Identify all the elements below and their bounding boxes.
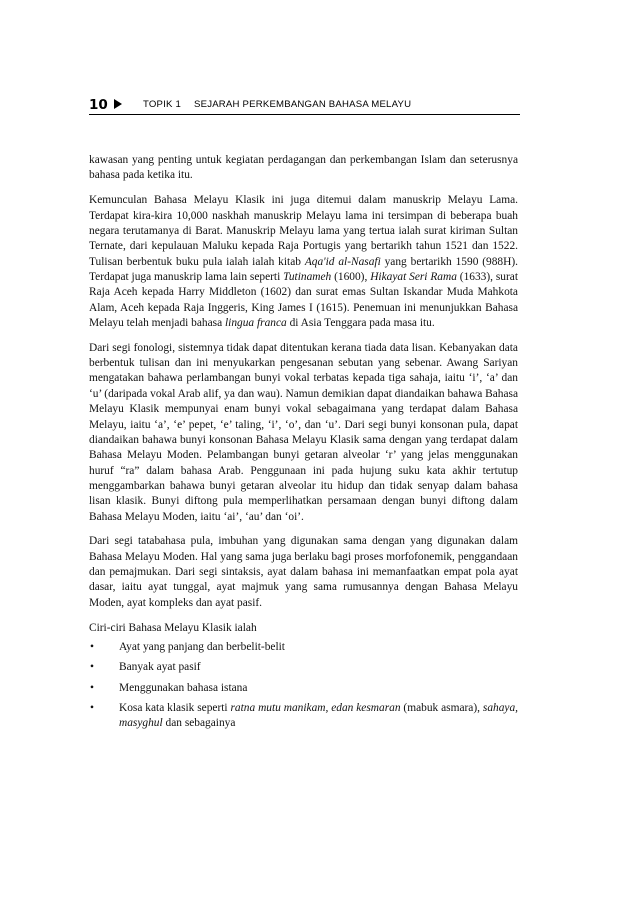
paragraph [89, 193, 518, 331]
text-run: kawasan yang penting untuk kegiatan perdagangan dan perkembangan Islam dan seterusnya bahasa pada ketika itu. [89, 154, 518, 182]
bullet-icon: • [90, 702, 94, 714]
italic-text: ratna mutu manikam, edan kesmaran [230, 702, 401, 714]
italic-text: sahaya, masyghul [119, 702, 519, 730]
italic-text: Hikayat Seri Rama [370, 270, 457, 283]
list-item [89, 681, 518, 696]
text-run: di Asia Tenggara pada masa itu. [286, 316, 435, 329]
paragraph [89, 153, 518, 184]
text-run: yang bertarikh 1590 (988H). Terdapat juga manuskrip lama lain seperti [89, 255, 518, 283]
text-run: (1600), [331, 270, 371, 283]
paragraph [89, 534, 518, 611]
list-item [89, 640, 518, 655]
list-item-text [119, 641, 285, 653]
list-item [89, 701, 518, 732]
page-number: 10 [89, 97, 108, 113]
text-run: dan sebagainya [162, 717, 236, 730]
bullet-icon: • [90, 661, 94, 674]
bullet-icon: • [90, 681, 94, 694]
text-run: Ayat yang panjang dan berbelit-belit [119, 640, 285, 653]
text-run: Banyak ayat pasif [119, 661, 201, 674]
list-intro: Ciri-ciri Bahasa Melayu Klasik ialah [89, 621, 257, 634]
list-item-text [119, 682, 247, 694]
text-run: (1633), surat Raja Aceh kepada Harry Middleton (1602) dan surat emas Sultan Iskandar Muda Mahkota Alam, Aceh kepada Raja Inggeris, King James I (1615). Penemuan ini menunjukkan Bahasa Melayu telah menjadi bahasa [89, 270, 519, 329]
list-item-text [119, 661, 201, 673]
bullet-list [89, 640, 518, 732]
text-run: Kemunculan Bahasa Melayu Klasik ini juga ditemui dalam manuskrip Melayu Lama. Terdapat kira-kira 10,000 naskhah manuskrip Melayu lama ini tersimpan di beberapa buah negara terutamanya di Barat. Manuskrip Melayu lama yang tertua ialah surat kiriman Sultan Ternate, dari kepulauan Maluku kepada Raja Portugis yang bertarikh tahun 1521 dan 1522. Tulisan berbentuk buku pula ialah ialah kitab [89, 194, 518, 268]
list-item-text [119, 702, 518, 729]
text-run: Dari segi fonologi, sistemnya tidak dapat ditentukan kerana tiada data lisan. Kebanyakan data berbentuk tulisan dan ini menyukarkan pengesanan sebutan yang sebenar. Awang Sariyan mengatakan bahawa perlambangan bunyi vokal terbatas kepada tiga sahaja, iaitu ‘i’, ‘a’ dan ‘u’ (daripada vokal Arab alif, ya dan wau). Namun demikian dapat diandaikan bahawa Bahasa Melayu Klasik mempunyai enam bunyi vokal sebagaimana yang terdapat dalam Bahasa Melayu, iaitu ‘a’, ‘e’ pepet, ‘e’ taling, ‘i’, ‘o’, dan ‘u’. Dari segi bunyi konsonan pula, dapat diandaikan bahawa bunyi konsonan Bahasa Melayu Klasik sama dengan yang terdapat dalam Bahasa Melayu Moden. Pelambangan bunyi getaran alveolar ‘r’ yang jelas menggunakan huruf “ra” dalam bahasa Arab. Penggunaan ini pada hujung suku kata akhir tertutup menggambarkan bahawa bunyi getaran alveolar itu hidup dan tidak senyap dalam bahasa lisan klasik. Bunyi diftong pula memperlihatkan persamaan dengan bunyi diftong dalam Bahasa Melayu Moden, iaitu ‘ai’, ‘au’ dan ‘oi’. [89, 341, 518, 523]
italic-text: Tutinameh [283, 270, 332, 283]
bullet-icon: • [90, 640, 94, 653]
body-text [89, 153, 518, 737]
running-header [89, 96, 520, 115]
triangle-right-icon [114, 99, 122, 109]
topic-title: SEJARAH PERKEMBANGAN BAHASA MELAYU [194, 99, 412, 110]
text-run: Kosa kata klasik seperti [119, 702, 231, 714]
italic-text: Aqa'id al-Nasafi [304, 255, 381, 268]
text-run: Dari segi tatabahasa pula, imbuhan yang digunakan sama dengan yang digunakan dalam Bahasa Melayu Moden. Hal yang sama juga berlaku bagi proses morfofonemik, penggandaan dan pemajmukan. Dari segi sintaksis, ayat dalam bahasa ini memanfaatkan empat pola ayat dasar, iaitu ayat tunggal, ayat majmuk yang sama rumusannya dengan Bahasa Melayu Moden, ayat kompleks dan ayat pasif. [89, 535, 518, 609]
paragraph [89, 341, 518, 525]
italic-text: lingua franca [225, 316, 287, 329]
text-run: (mabuk asmara), [400, 702, 483, 714]
text-run: Menggunakan bahasa istana [119, 681, 248, 694]
topic-label: TOPIK 1 [143, 99, 182, 110]
list-item [89, 660, 518, 675]
